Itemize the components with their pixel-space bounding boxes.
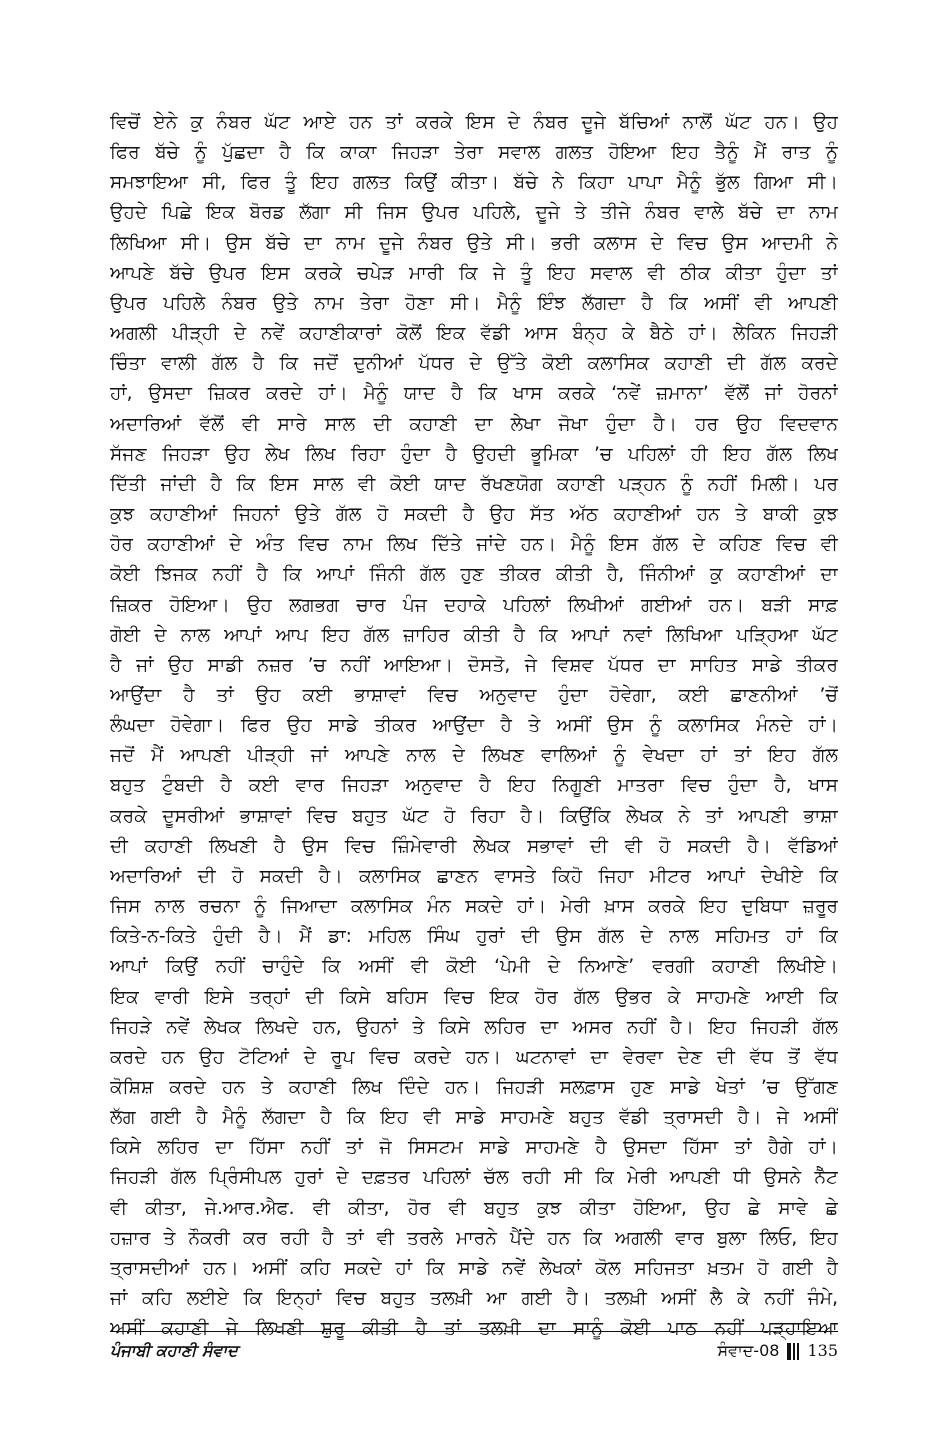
- text-line: ਉਪਰ ਪਹਿਲੇ ਨੰਬਰ ਉਤੇ ਨਾਮ ਤੇਰਾ ਹੋਣਾ ਸੀ। ਮੈਨੂੰ ਇੰਝ ਲੱਗਦਾ ਹੈ ਕਿ ਅਸੀਂ ਵੀ ਆਪਣੀ: [110, 292, 838, 314]
- text-line: ਤ੍ਰਾਸਦੀਆਂ ਹਨ। ਅਸੀਂ ਕਹਿ ਸਕਦੇ ਹਾਂ ਕਿ ਸਾਡੇ ਨਵੇਂ ਲੇਖਕਾਂ ਕੋਲ ਸਹਿਜਤਾ ਖ਼ਤਮ ਹੋ ਗਈ ਹੈ: [110, 1257, 838, 1279]
- text-line: ਹਜ਼ਾਰ ਤੇ ਨੌਕਰੀ ਕਰ ਰਹੀ ਹੈ ਤਾਂ ਵੀ ਤਰਲੇ ਮਾਰਨੇ ਪੈਂਦੇ ਹਨ ਕਿ ਅਗਲੀ ਵਾਰ ਬੁਲਾ ਲਿਓ, ਇਹ: [110, 1227, 838, 1249]
- body-paragraph: [110, 108, 838, 1344]
- text-line: ਲੰਘਦਾ ਹੋਵੇਗਾ। ਫਿਰ ਉਹ ਸਾਡੇ ਤੀਕਰ ਆਉਂਦਾ ਹੈ ਤੇ ਅਸੀਂ ਉਸ ਨੂੰ ਕਲਾਸਿਕ ਮੰਨਦੇ ਹਾਂ।: [110, 715, 838, 737]
- text-line: ਵੀ ਕੀਤਾ, ਜੇ.ਆਰ.ਐਫ. ਵੀ ਕੀਤਾ, ਹੋਰ ਵੀ ਬਹੁਤ ਕੁਝ ਕੀਤਾ ਹੋਇਆ, ਉਹ ਛੇ ਸਾਵੇ ਛੇ: [110, 1197, 838, 1219]
- footer-issue: ਸੰਵਾਦ-08: [717, 1341, 780, 1360]
- text-line: ਜਿਹੜੀ ਗੱਲ ਪ੍ਰਿੰਸੀਪਲ ਹੁਰਾਂ ਦੇ ਦਫ਼ਤਰ ਪਹਿਲਾਂ ਚੱਲ ਰਹੀ ਸੀ ਕਿ ਮੇਰੀ ਆਪਣੀ ਧੀ ਉਸਨੇ ਨੈੱਟ: [110, 1167, 838, 1189]
- text-line: ਅਸੀਂ ਕਹਾਣੀ ਜੇ ਲਿਖਣੀ ਸ਼ੁਰੂ ਕੀਤੀ ਹੈ ਤਾਂ ਤਲਖ਼ੀ ਦਾ ਸਾਨੂੰ ਕੋਈ ਪਾਠ ਨਹੀਂ ਪੜ੍ਹਾਇਆ: [110, 1318, 838, 1340]
- text-line: ਕਰਦੇ ਹਨ ਉਹ ਟੋਟਿਆਂ ਦੇ ਰੂਪ ਵਿਚ ਕਰਦੇ ਹਨ। ਘਟਨਾਵਾਂ ਦਾ ਵੇਰਵਾ ਦੇਣ ਦੀ ਵੱਧ ਤੋਂ ਵੱਧ: [110, 1046, 838, 1068]
- text-line: ਵਿਚੋਂ ਏਨੇ ਕੁ ਨੰਬਰ ਘੱਟ ਆਏ ਹਨ ਤਾਂ ਕਰਕੇ ਇਸ ਦੇ ਨੰਬਰ ਦੂਜੇ ਬੱਚਿਆਂ ਨਾਲੋਂ ਘੱਟ ਹਨ। ਉਹ: [110, 112, 838, 133]
- text-line: ਇਕ ਵਾਰੀ ਇਸੇ ਤਰ੍ਹਾਂ ਦੀ ਕਿਸੇ ਬਹਿਸ ਵਿਚ ਇਕ ਹੋਰ ਗੱਲ ਉਭਰ ਕੇ ਸਾਹਮਣੇ ਆਈ ਕਿ: [110, 986, 838, 1008]
- text-line: ਸੱਜਣ ਜਿਹੜਾ ਉਹ ਲੇਖ ਲਿਖ ਰਿਹਾ ਹੁੰਦਾ ਹੈ ਉਹਦੀ ਭੂਮਿਕਾ ’ਚ ਪਹਿਲਾਂ ਹੀ ਇਹ ਗੱਲ ਲਿਖ: [110, 443, 838, 465]
- text-line: ਚਿੰਤਾ ਵਾਲੀ ਗੱਲ ਹੈ ਕਿ ਜਦੋਂ ਦੁਨੀਆਂ ਪੱਧਰ ਦੇ ਉੱਤੇ ਕੋਈ ਕਲਾਸਿਕ ਕਹਾਣੀ ਦੀ ਗੱਲ ਕਰਦੇ: [110, 353, 838, 375]
- page-footer: [110, 1337, 838, 1365]
- text-line: ਜ਼ਿਕਰ ਹੋਇਆ। ਉਹ ਲਗਭਗ ਚਾਰ ਪੰਜ ਦਹਾਕੇ ਪਹਿਲਾਂ ਲਿਖੀਆਂ ਗਈਆਂ ਹਨ। ਬੜੀ ਸਾਫ਼: [110, 594, 838, 616]
- text-line: ਫਿਰ ਬੱਚੇ ਨੂੰ ਪੁੱਛਦਾ ਹੈ ਕਿ ਕਾਕਾ ਜਿਹੜਾ ਤੇਰਾ ਸਵਾਲ ਗਲਤ ਹੋਇਆ ਇਹ ਤੈਨੂੰ ਮੈਂ ਰਾਤ ਨੂੰ: [110, 142, 838, 164]
- text-line: ਆਪਣੇ ਬੱਚੇ ਉਪਰ ਇਸ ਕਰਕੇ ਚਪੇੜ ਮਾਰੀ ਕਿ ਜੇ ਤੂੰ ਇਹ ਸਵਾਲ ਵੀ ਠੀਕ ਕੀਤਾ ਹੁੰਦਾ ਤਾਂ: [110, 262, 838, 284]
- text-line: ਹੈ ਜਾਂ ਉਹ ਸਾਡੀ ਨਜ਼ਰ ’ਚ ਨਹੀਂ ਆਇਆ। ਦੋਸਤੋ, ਜੇ ਵਿਸ਼ਵ ਪੱਧਰ ਦਾ ਸਾਹਿਤ ਸਾਡੇ ਤੀਕਰ: [110, 654, 838, 676]
- text-line: ਕੋਸ਼ਿਸ਼ ਕਰਦੇ ਹਨ ਤੇ ਕਹਾਣੀ ਲਿਖ ਦਿੰਦੇ ਹਨ। ਜਿਹੜੀ ਸਲਫ਼ਾਸ ਹੁਣ ਸਾਡੇ ਖੇਤਾਂ ’ਚ ਉੱਗਣ: [110, 1077, 838, 1098]
- page-body: [110, 108, 838, 1344]
- text-line: ਜਦੋਂ ਮੈਂ ਆਪਣੀ ਪੀੜ੍ਹੀ ਜਾਂ ਆਪਣੇ ਨਾਲ ਦੇ ਲਿਖਣ ਵਾਲਿਆਂ ਨੂੰ ਵੇਖਦਾ ਹਾਂ ਤਾਂ ਇਹ ਗੱਲ: [110, 745, 838, 767]
- text-line: ਕੁਝ ਕਹਾਣੀਆਂ ਜਿਹਨਾਂ ਉਤੇ ਗੱਲ ਹੋ ਸਕਦੀ ਹੈ ਉਹ ਸੱਤ ਅੱਠ ਕਹਾਣੀਆਂ ਹਨ ਤੇ ਬਾਕੀ ਕੁਝ: [110, 504, 838, 526]
- text-line: ਹਾਂ, ਉਸਦਾ ਜ਼ਿਕਰ ਕਰਦੇ ਹਾਂ। ਮੈਨੂੰ ਯਾਦ ਹੈ ਕਿ ਖਾਸ ਕਰਕੇ ‘ਨਵੇਂ ਜ਼ਮਾਨਾ’ ਵੱਲੋਂ ਜਾਂ ਹੋਰਨਾਂ: [110, 383, 838, 405]
- text-line: ਹੋਰ ਕਹਾਣੀਆਂ ਦੇ ਅੰਤ ਵਿਚ ਨਾਮ ਲਿਖ ਦਿੱਤੇ ਜਾਂਦੇ ਹਨ। ਮੈਨੂੰ ਇਸ ਗੱਲ ਦੇ ਕਹਿਣ ਵਿਚ ਵੀ: [110, 534, 838, 556]
- text-line: ਅਦਾਰਿਆਂ ਵੱਲੋਂ ਵੀ ਸਾਰੇ ਸਾਲ ਦੀ ਕਹਾਣੀ ਦਾ ਲੇਖਾ ਜੋਖਾ ਹੁੰਦਾ ਹੈ। ਹਰ ਉਹ ਵਿਦਵਾਨ: [110, 413, 838, 435]
- footer-bars-ornament: [787, 1342, 799, 1360]
- footer-page-info: [717, 1337, 838, 1365]
- footer-book-title: ਪੰਜਾਬੀ ਕਹਾਣੀ ਸੰਵਾਦ: [110, 1341, 238, 1360]
- text-line: ਦਿੱਤੀ ਜਾਂਦੀ ਹੈ ਕਿ ਇਸ ਸਾਲ ਵੀ ਕੋਈ ਯਾਦ ਰੱਖਣਯੋਗ ਕਹਾਣੀ ਪੜ੍ਹਨ ਨੂੰ ਨਹੀਂ ਮਿਲੀ। ਪਰ: [110, 473, 838, 495]
- text-line: ਕਿਸੇ ਲਹਿਰ ਦਾ ਹਿੱਸਾ ਨਹੀਂ ਤਾਂ ਜੋ ਸਿਸਟਮ ਸਾਡੇ ਸਾਹਮਣੇ ਹੈ ਉਸਦਾ ਹਿੱਸਾ ਤਾਂ ਹੈਗੇ ਹਾਂ।: [110, 1137, 838, 1159]
- text-line: ਲਿਖਿਆ ਸੀ। ਉਸ ਬੱਚੇ ਦਾ ਨਾਮ ਦੂਜੇ ਨੰਬਰ ਉਤੇ ਸੀ। ਭਰੀ ਕਲਾਸ ਦੇ ਵਿਚ ਉਸ ਆਦਮੀ ਨੇ: [110, 232, 838, 254]
- text-line: ਸਮਝਾਇਆ ਸੀ, ਫਿਰ ਤੂੰ ਇਹ ਗਲਤ ਕਿਉਂ ਕੀਤਾ। ਬੱਚੇ ਨੇ ਕਿਹਾ ਪਾਪਾ ਮੈਨੂੰ ਭੁੱਲ ਗਿਆ ਸੀ।: [110, 172, 838, 194]
- text-line: ਬਹੁਤ ਟੁੰਬਦੀ ਹੈ ਕਈ ਵਾਰ ਜਿਹੜਾ ਅਨੁਵਾਦ ਹੈ ਇਹ ਨਿਗੂਣੀ ਮਾਤਰਾ ਵਿਚ ਹੁੰਦਾ ਹੈ, ਖਾਸ: [110, 775, 838, 797]
- text-line: ਜਿਹੜੇ ਨਵੇਂ ਲੇਖਕ ਲਿਖਦੇ ਹਨ, ਉਹਨਾਂ ਤੇ ਕਿਸੇ ਲਹਿਰ ਦਾ ਅਸਰ ਨਹੀਂ ਹੈ। ਇਹ ਜਿਹੜੀ ਗੱਲ: [110, 1016, 838, 1038]
- text-line: ਦੀ ਕਹਾਣੀ ਲਿਖਣੀ ਹੈ ਉਸ ਵਿਚ ਜ਼ਿੰਮੇਵਾਰੀ ਲੇਖਕ ਸਭਾਵਾਂ ਦੀ ਵੀ ਹੋ ਸਕਦੀ ਹੈ। ਵੱਡਿਆਂ: [110, 835, 838, 857]
- footer-page-number: 135: [807, 1341, 838, 1360]
- text-line: ਉਹਦੇ ਪਿਛੇ ਇਕ ਬੋਰਡ ਲੱਗਾ ਸੀ ਜਿਸ ਉਪਰ ਪਹਿਲੇ, ਦੂਜੇ ਤੇ ਤੀਜੇ ਨੰਬਰ ਵਾਲੇ ਬੱਚੇ ਦਾ ਨਾਮ: [110, 202, 838, 224]
- text-line: ਜਿਸ ਨਾਲ ਰਚਨਾ ਨੂੰ ਜਿਆਦਾ ਕਲਾਸਿਕ ਮੰਨ ਸਕਦੇ ਹਾਂ। ਮੇਰੀ ਖ਼ਾਸ ਕਰਕੇ ਇਹ ਦੁਬਿਧਾ ਜ਼ਰੂਰ: [110, 896, 838, 918]
- text-line: ਕਰਕੇ ਦੂਸਰੀਆਂ ਭਾਸ਼ਾਵਾਂ ਵਿਚ ਬਹੁਤ ਘੱਟ ਹੋ ਰਿਹਾ ਹੈ। ਕਿਉਂਕਿ ਲੇਖਕ ਨੇ ਤਾਂ ਆਪਣੀ ਭਾਸ਼ਾ: [110, 805, 838, 827]
- text-line: ਕੋਈ ਝਿਜਕ ਨਹੀਂ ਹੈ ਕਿ ਆਪਾਂ ਜਿੰਨੀ ਗੱਲ ਹੁਣ ਤੀਕਰ ਕੀਤੀ ਹੈ, ਜਿੰਨੀਆਂ ਕੁ ਕਹਾਣੀਆਂ ਦਾ: [110, 564, 838, 586]
- text-line: ਕਿਤੇ-ਨ-ਕਿਤੇ ਹੁੰਦੀ ਹੈ। ਮੈਂ ਡਾ: ਮਹਿਲ ਸਿੰਘ ਹੁਰਾਂ ਦੀ ਉਸ ਗੱਲ ਦੇ ਨਾਲ ਸਹਿਮਤ ਹਾਂ ਕਿ: [110, 926, 838, 948]
- text-line: ਆਉਂਦਾ ਹੈ ਤਾਂ ਉਹ ਕਈ ਭਾਸ਼ਾਵਾਂ ਵਿਚ ਅਨੁਵਾਦ ਹੁੰਦਾ ਹੋਵੇਗਾ, ਕਈ ਛਾਣਨੀਆਂ ’ਚੋਂ: [110, 684, 838, 706]
- text-line: ਗੋਈ ਦੇ ਨਾਲ ਆਪਾਂ ਆਪ ਇਹ ਗੱਲ ਜ਼ਾਹਿਰ ਕੀਤੀ ਹੈ ਕਿ ਆਪਾਂ ਨਵਾਂ ਲਿਖਿਆ ਪੜ੍ਹਿਆ ਘੱਟ: [110, 624, 838, 646]
- text-line: ਜਾਂ ਕਹਿ ਲਈਏ ਕਿ ਇਨ੍ਹਾਂ ਵਿਚ ਬਹੁਤ ਤਲਖ਼ੀ ਆ ਗਈ ਹੈ। ਤਲਖ਼ੀ ਅਸੀਂ ਲੈ ਕੇ ਨਹੀਂ ਜੰਮੇ,: [110, 1288, 838, 1310]
- footer-divider: [110, 1331, 838, 1332]
- text-line: ਅਦਾਰਿਆਂ ਦੀ ਹੋ ਸਕਦੀ ਹੈ। ਕਲਾਸਿਕ ਛਾਣਨ ਵਾਸਤੇ ਕਿਹੋ ਜਿਹਾ ਮੀਟਰ ਆਪਾਂ ਦੇਖੀਏ ਕਿ: [110, 865, 838, 887]
- text-line: ਲੱਗ ਗਈ ਹੈ ਮੈਨੂੰ ਲੱਗਦਾ ਹੈ ਕਿ ਇਹ ਵੀ ਸਾਡੇ ਸਾਹਮਣੇ ਬਹੁਤ ਵੱਡੀ ਤ੍ਰਾਸਦੀ ਹੈ। ਜੇ ਅਸੀਂ: [110, 1107, 838, 1129]
- text-line: ਅਗਲੀ ਪੀੜ੍ਹੀ ਦੇ ਨਵੇਂ ਕਹਾਣੀਕਾਰਾਂ ਕੋਲੋਂ ਇਕ ਵੱਡੀ ਆਸ ਬੰਨ੍ਹ ਕੇ ਬੈਠੇ ਹਾਂ। ਲੇਕਿਨ ਜਿਹੜੀ: [110, 323, 838, 345]
- text-line: ਆਪਾਂ ਕਿਉਂ ਨਹੀਂ ਚਾਹੁੰਦੇ ਕਿ ਅਸੀਂ ਵੀ ਕੋਈ ‘ਪੇਮੀ ਦੇ ਨਿਆਣੇ’ ਵਰਗੀ ਕਹਾਣੀ ਲਿਖੀਏ।: [110, 956, 838, 978]
